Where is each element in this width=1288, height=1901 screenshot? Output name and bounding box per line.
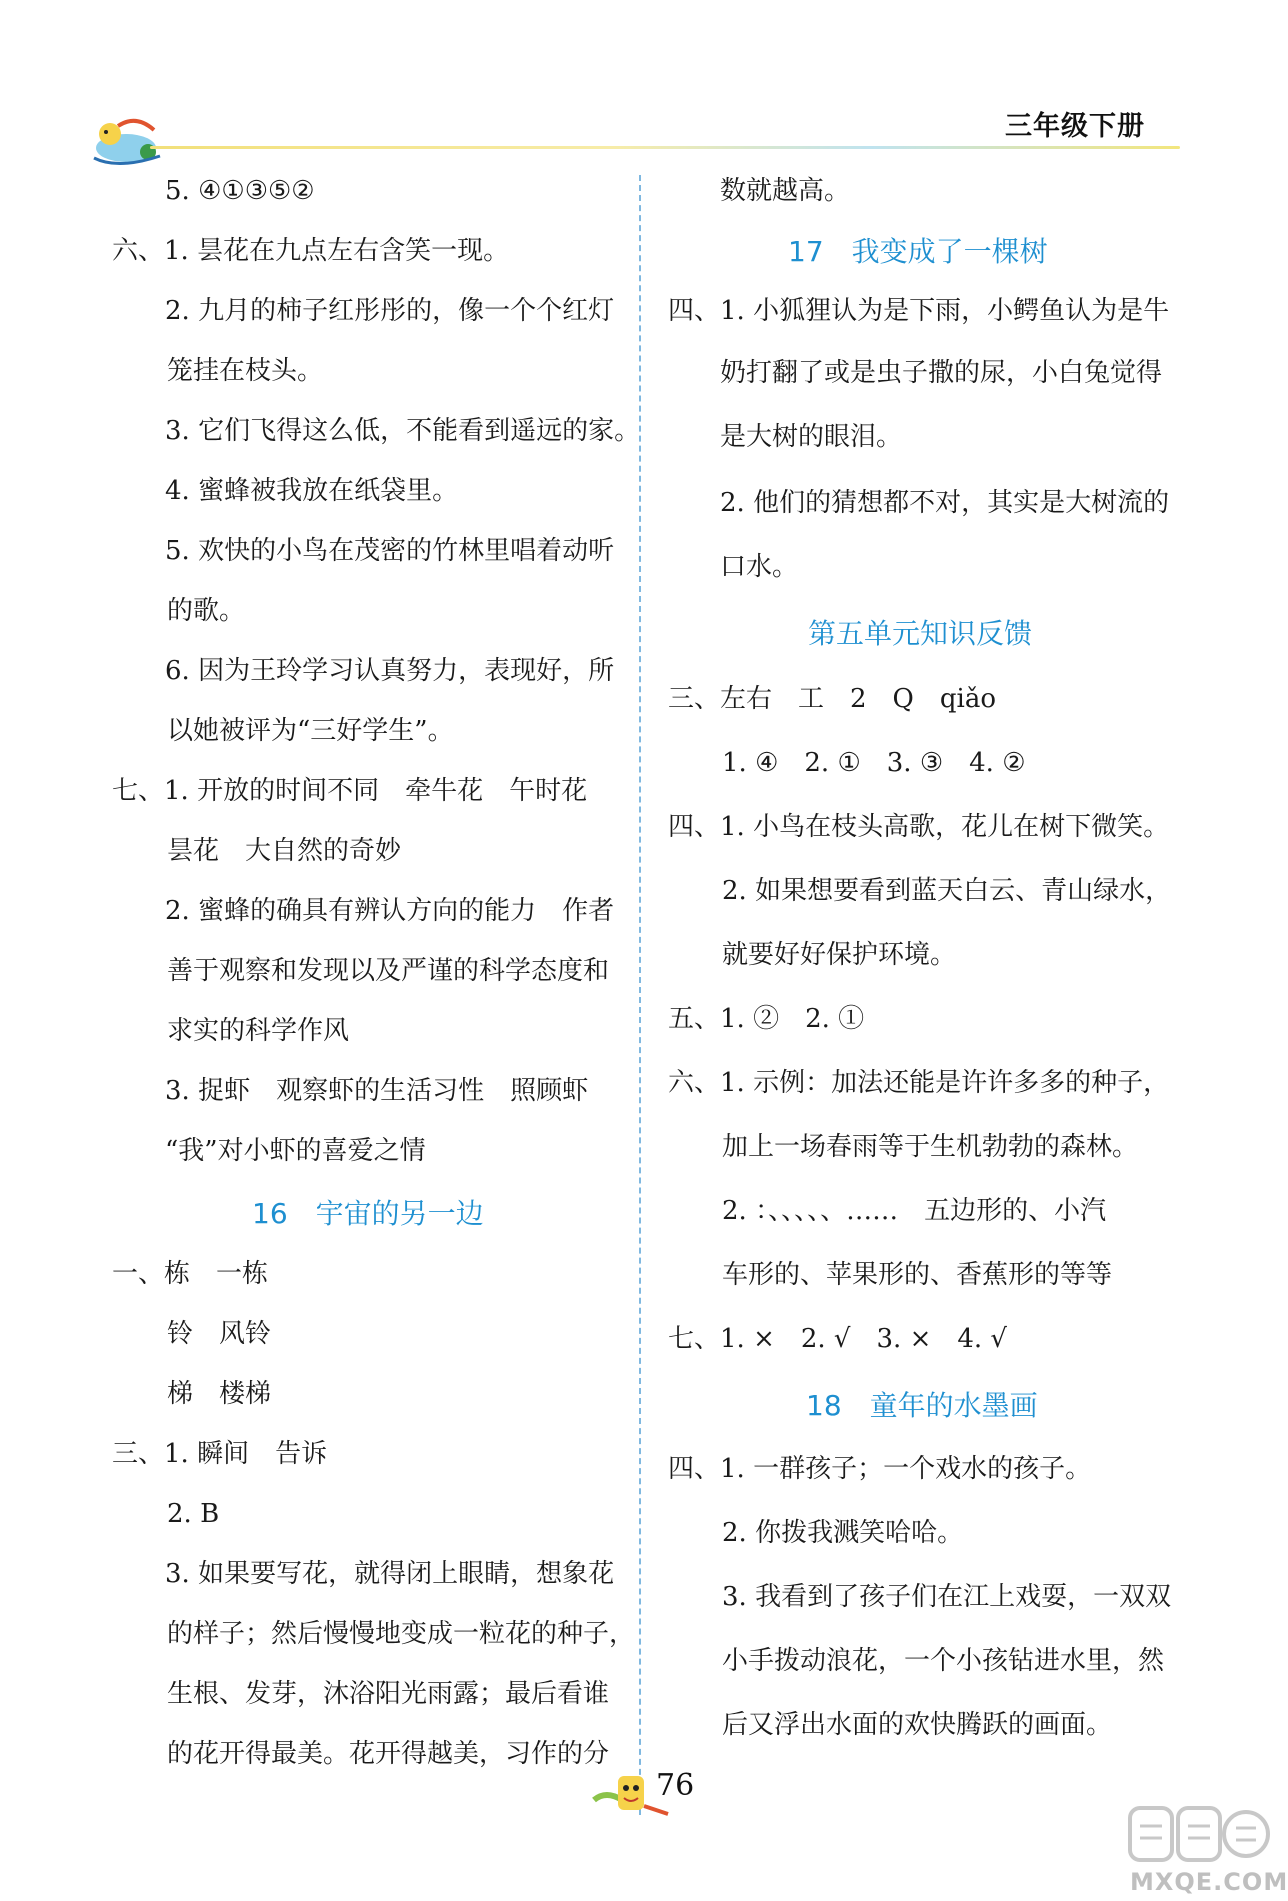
answer-line: 4. 蜜蜂被我放在纸袋里。	[165, 476, 459, 506]
answer-line: 2. B	[167, 1499, 220, 1529]
answer-line: 求实的科学作风	[167, 1016, 350, 1046]
answer-line: “我”对小虾的喜爱之情	[165, 1136, 426, 1166]
answer-line: 3. 我看到了孩子们在江上戏耍，一双双	[722, 1582, 1172, 1612]
answer-line: 就要好好保护环境。	[722, 940, 957, 970]
answer-line: 生根、发芽，沐浴阳光雨露；最后看谁	[167, 1679, 610, 1709]
answer-line: 2. 蜜蜂的确具有辨认方向的能力 作者	[165, 896, 615, 926]
answer-line: 2. 他们的猜想都不对，其实是大树流的	[720, 488, 1170, 518]
answer-line: 三、1. 瞬间 告诉	[112, 1439, 328, 1469]
answer-line: 六、1. 昙花在九点左右含笑一现。	[112, 236, 510, 266]
answer-line: 2. 你拨我溅笑哈哈。	[722, 1518, 964, 1548]
answer-line: 5. ④①③⑤②	[165, 176, 315, 206]
answer-line: 2. ：、、、、、…… 五边形的、小汽	[722, 1196, 1107, 1226]
answer-line: 后又浮出水面的欢快腾跃的画面。	[722, 1710, 1113, 1740]
section-heading-18: 18 童年的水墨画	[806, 1389, 1038, 1422]
answer-line: 6. 因为王玲学习认真努力，表现好，所	[165, 656, 615, 686]
answer-line: 笼挂在枝头。	[167, 356, 324, 386]
grade-title: 三年级下册	[1005, 111, 1145, 142]
answer-line: 5. 欢快的小鸟在茂密的竹林里唱着动听	[165, 536, 615, 566]
section-heading-16: 16 宇宙的另一边	[252, 1197, 484, 1230]
answer-line: 是大树的眼泪。	[720, 422, 903, 452]
answer-line: 加上一场春雨等于生机勃勃的森林。	[722, 1132, 1139, 1162]
answer-line: 梯 楼梯	[167, 1379, 272, 1409]
answer-line: 2. 九月的柿子红彤彤的，像一个个红灯	[165, 296, 615, 326]
answer-line: 1. ④ 2. ① 3. ③ 4. ②	[722, 748, 1026, 778]
answer-line: 四、1. 小狐狸认为是下雨，小鳄鱼认为是牛	[668, 296, 1170, 326]
watermark-logo-icon	[1128, 1802, 1268, 1866]
answer-line: 3. 捉虾 观察虾的生活习性 照顾虾	[165, 1076, 589, 1106]
answer-line: 3. 它们飞得这么低，不能看到遥远的家。	[165, 416, 641, 446]
answer-line: 七、1. × 2. √ 3. × 4. √	[668, 1324, 1007, 1354]
answer-line: 一、栋 一栋	[112, 1259, 269, 1289]
answer-line: 的歌。	[167, 596, 246, 626]
answer-line: 口水。	[720, 552, 799, 582]
answer-line: 2. 如果想要看到蓝天白云、青山绿水，	[722, 876, 1172, 906]
answer-line: 七、1. 开放的时间不同 牵牛花 午时花	[112, 776, 588, 806]
answer-line: 铃 风铃	[167, 1319, 272, 1349]
answer-line: 善于观察和发现以及严谨的科学态度和	[167, 956, 610, 986]
answer-line: 三、左右 工 2 Q qiǎo	[668, 684, 996, 714]
header-rule	[150, 146, 1180, 149]
header-decoration-icon	[88, 112, 168, 170]
answer-line: 以她被评为“三好学生”。	[167, 716, 454, 746]
answer-line: 3. 如果要写花，就得闭上眼睛，想象花	[165, 1559, 615, 1589]
answer-line: 昙花 大自然的奇妙	[167, 836, 402, 866]
answer-line: 的花开得最美。花开得越美，习作的分	[167, 1739, 610, 1769]
answer-line: 车形的、苹果形的、香蕉形的等等	[722, 1260, 1113, 1290]
answer-line: 奶打翻了或是虫子撒的尿，小白兔觉得	[720, 358, 1163, 388]
answer-line: 小手拨动浪花，一个小孩钻进水里，然	[722, 1646, 1165, 1676]
section-heading-17: 17 我变成了一棵树	[788, 235, 1048, 268]
answer-line: 四、1. 一群孩子；一个戏水的孩子。	[668, 1454, 1092, 1484]
page-number: 76	[656, 1768, 695, 1803]
answer-line: 五、1. ② 2. ①	[668, 1004, 865, 1034]
watermark-url: MXQE.COM	[1130, 1868, 1288, 1896]
answer-line: 六、1. 示例：加法还能是许许多多的种子，	[668, 1068, 1170, 1098]
section-heading-unit5: 第五单元知识反馈	[808, 617, 1033, 650]
answer-line: 的样子；然后慢慢地变成一粒花的种子，	[167, 1619, 636, 1649]
answer-line: 数就越高。	[720, 176, 851, 206]
answer-line: 四、1. 小鸟在枝头高歌，花儿在树下微笑。	[668, 812, 1170, 842]
